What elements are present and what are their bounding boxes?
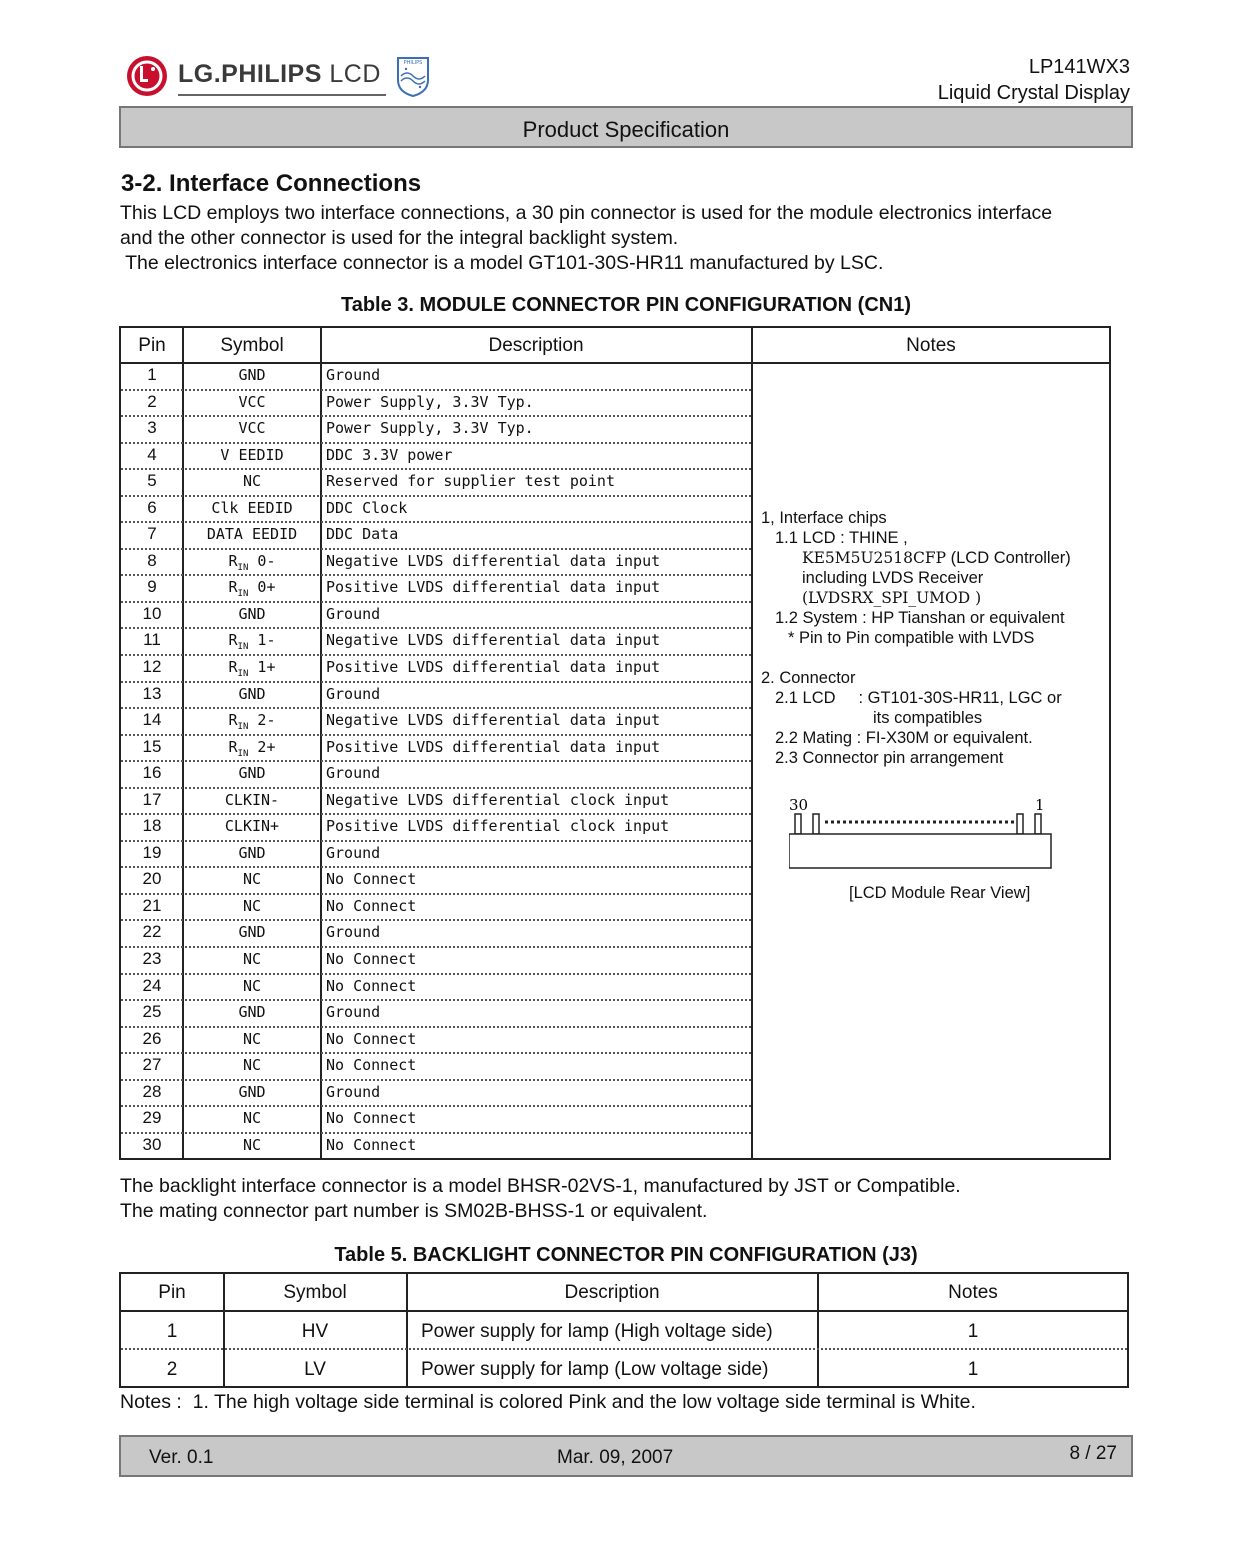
cell-pin: 3	[147, 418, 157, 438]
cell-description: Ground	[326, 366, 381, 384]
lg-face-icon	[126, 55, 168, 97]
cell-pin: 21	[142, 895, 162, 915]
cell-symbol: NC	[242, 976, 262, 995]
cell-symbol: NC	[242, 950, 262, 969]
product-type: Liquid Crystal Display	[937, 82, 1130, 104]
cell-symbol: GND	[238, 604, 266, 623]
table-row	[121, 523, 751, 550]
table-row	[121, 391, 751, 418]
cell-pin: 26	[142, 1028, 162, 1048]
pin-label-1: 1	[1035, 796, 1045, 814]
cell-symbol: GND	[238, 684, 266, 703]
cell-description: Negative LVDS differential data input	[326, 551, 661, 570]
note-compatibles: its compatibles	[873, 709, 983, 727]
cell-symbol: VCC	[238, 392, 266, 411]
cell-symbol: GND	[238, 843, 266, 862]
cell-description: Power Supply, 3.3V Typ.	[326, 419, 534, 438]
note-lvds-receiver: including LVDS Receiver	[802, 569, 984, 587]
table5-caption: Table 5. BACKLIGHT CONNECTOR PIN CONFIGURATION (J3)	[334, 1244, 918, 1266]
cell-pin: 12	[142, 657, 162, 677]
cell-symbol: $R_{IN}$ 1-	[228, 631, 276, 653]
note-lcd-controller: KE5M5U2518CFP (LCD Controller)	[802, 549, 1071, 567]
header-notes: Notes	[906, 335, 956, 356]
table-row	[121, 656, 751, 683]
intro-line-3: The electronics interface connector is a model GT101-30S-HR11 manufactured by LSC.	[120, 252, 884, 274]
header-band	[119, 106, 1133, 148]
cell-description: Positive LVDS differential data input	[326, 737, 661, 756]
table-row	[121, 1107, 751, 1134]
cell-pin: 16	[142, 763, 162, 783]
cell-pin: 2	[166, 1359, 178, 1380]
cell-description: No Connect	[326, 870, 417, 889]
table-row	[121, 842, 751, 869]
cell-description: No Connect	[326, 950, 417, 969]
section-heading: 3-2. Interface Connections	[121, 170, 422, 197]
intro-line-2: and the other connector is used for the integral backlight system.	[120, 227, 679, 249]
cell-description: No Connect	[326, 976, 417, 995]
cell-description: No Connect	[326, 1056, 417, 1075]
table-row	[121, 629, 751, 656]
backlight-connector-table	[119, 1272, 1129, 1388]
cell-symbol: LV	[304, 1359, 326, 1380]
connector-pin	[813, 814, 819, 834]
header-description: Description	[488, 335, 584, 356]
table3-caption: Table 3. MODULE CONNECTOR PIN CONFIGURATION (CN1)	[340, 294, 912, 316]
note-lvdsrx: (LVDSRX_SPI_UMOD )	[802, 589, 982, 607]
note-pin-arrangement: 2.3 Connector pin arrangement	[775, 749, 1004, 767]
cell-pin: 25	[142, 1002, 162, 1022]
cell-symbol: NC	[242, 896, 262, 915]
table-row	[121, 1312, 1127, 1350]
cell-symbol: $R_{IN}$ 1+	[228, 658, 276, 680]
cell-description: Ground	[326, 604, 381, 623]
table-row	[121, 815, 751, 842]
cell-symbol: NC	[242, 1029, 262, 1048]
cell-pin: 20	[142, 869, 162, 889]
cell-note: 1	[967, 1359, 979, 1380]
pin-rows	[121, 364, 751, 1160]
module-connector-table	[119, 326, 1111, 1160]
cell-pin: 18	[142, 816, 162, 836]
intro-line-1: This LCD employs two interface connections, a 30 pin connector is used for the module electronics interface	[120, 202, 1053, 224]
cell-description: No Connect	[326, 896, 417, 915]
note-interface-chips: 1, Interface chips	[761, 509, 887, 527]
table-row	[121, 709, 751, 736]
cell-description: No Connect	[326, 1135, 417, 1154]
column-divider	[751, 328, 753, 1158]
footer-version: Ver. 0.1	[149, 1447, 214, 1468]
footer-band	[119, 1435, 1133, 1477]
band-title: Product Specification	[522, 117, 730, 142]
cell-symbol: $R_{IN}$ 2+	[228, 737, 276, 759]
cell-pin: 17	[142, 789, 162, 809]
cell-symbol: NC	[242, 472, 262, 491]
cell-description: Power Supply, 3.3V Typ.	[326, 392, 534, 411]
note-connector: 2. Connector	[761, 669, 856, 687]
cell-note: 1	[967, 1321, 979, 1342]
table-row	[121, 1350, 1127, 1388]
cell-symbol: GND	[238, 366, 266, 384]
cell-symbol: NC	[242, 1109, 262, 1128]
cell-symbol: NC	[242, 870, 262, 889]
table-row	[121, 1001, 751, 1028]
cell-description: Ground	[326, 1003, 381, 1022]
table-row	[121, 470, 751, 497]
header-symbol: Symbol	[283, 1282, 347, 1303]
connector-body	[789, 834, 1051, 868]
cell-description: Power supply for lamp (Low voltage side)	[421, 1359, 769, 1380]
cell-description: Ground	[326, 843, 381, 862]
cell-pin: 10	[142, 603, 162, 623]
cell-description: Ground	[326, 764, 381, 783]
cell-description: No Connect	[326, 1109, 417, 1128]
header-pin: Pin	[158, 1282, 186, 1303]
cell-description: Ground	[326, 684, 381, 703]
table-row	[121, 1134, 751, 1161]
brand-underline	[178, 94, 386, 96]
note-system: 1.2 System : HP Tianshan or equivalent	[775, 609, 1065, 627]
note-lcd-connector: 2.1 LCD : GT101-30S-HR11, LGC or	[775, 689, 1062, 707]
table-row	[121, 921, 751, 948]
table-row	[121, 444, 751, 471]
header-description: Description	[564, 1282, 660, 1303]
shield-label: PHILIPS	[403, 60, 423, 66]
cell-pin: 13	[142, 683, 162, 703]
table-row	[121, 550, 751, 577]
cell-description: DDC Data	[326, 525, 399, 544]
note-pin-compatible: * Pin to Pin compatible with LVDS	[788, 629, 1035, 647]
cell-pin: 6	[147, 497, 157, 517]
philips-shield-icon	[396, 54, 430, 98]
header-pin: Pin	[138, 335, 166, 356]
cell-description: Positive LVDS differential data input	[326, 658, 661, 677]
table-row	[121, 789, 751, 816]
cell-description: No Connect	[326, 1029, 417, 1048]
cell-symbol: $R_{IN}$ 0+	[228, 578, 276, 600]
connector-diagram	[789, 796, 1054, 876]
cell-pin: 9	[147, 577, 157, 597]
cell-pin: 24	[142, 975, 162, 995]
cell-pin: 14	[142, 710, 162, 730]
table-row	[121, 417, 751, 444]
rear-view-label: [LCD Module Rear View]	[849, 884, 1031, 902]
header-symbol: Symbol	[220, 335, 284, 356]
table-row	[121, 603, 751, 630]
table-row	[121, 736, 751, 763]
table-row	[121, 975, 751, 1002]
cell-description: Negative LVDS differential data input	[326, 631, 661, 650]
footer-page-number: 8 / 27	[1069, 1443, 1117, 1464]
cell-pin: 4	[147, 444, 157, 464]
cell-symbol: GND	[238, 1082, 266, 1101]
company-logo	[126, 52, 436, 102]
cell-description: Negative LVDS differential data input	[326, 711, 661, 730]
table-row	[121, 683, 751, 710]
footer-date: Mar. 09, 2007	[557, 1447, 674, 1468]
model-number: LP141WX3	[1028, 56, 1130, 78]
table-row	[121, 895, 751, 922]
table-row	[121, 762, 751, 789]
cell-description: Negative LVDS differential clock input	[326, 790, 670, 809]
cell-description: Positive LVDS differential clock input	[326, 817, 670, 836]
cell-pin: 23	[142, 949, 162, 969]
table-row	[121, 364, 751, 391]
model-block	[938, 54, 1130, 106]
table-row	[121, 868, 751, 895]
cell-symbol: $R_{IN}$ 2-	[228, 711, 276, 733]
cell-pin: 8	[147, 550, 157, 570]
note-mating: 2.2 Mating : FI-X30M or equivalent.	[775, 729, 1033, 747]
connector-pin	[1035, 814, 1041, 834]
cell-description: Ground	[326, 1082, 381, 1101]
cell-description: Power supply for lamp (High voltage side)	[421, 1321, 773, 1342]
table5-footnote: Notes : 1. The high voltage side terminal is colored Pink and the low voltage side terminal is White.	[120, 1391, 976, 1413]
backlight-line-2: The mating connector part number is SM02B-BHSS-1 or equivalent.	[120, 1200, 708, 1222]
cell-description: DDC 3.3V power	[326, 445, 453, 464]
table-row	[121, 1028, 751, 1055]
cell-pin: 7	[147, 524, 157, 544]
cell-pin: 27	[142, 1055, 162, 1075]
cell-symbol: CLKIN+	[224, 817, 280, 836]
table-row	[121, 948, 751, 975]
cell-symbol: NC	[242, 1056, 262, 1075]
cell-pin: 2	[147, 391, 157, 411]
cell-symbol: GND	[238, 764, 266, 783]
cell-symbol: HV	[301, 1321, 329, 1342]
cell-symbol: DATA EEDID	[206, 525, 298, 544]
cell-symbol: V EEDID	[220, 445, 284, 464]
cell-description: Reserved for supplier test point	[326, 472, 615, 491]
cell-pin: 22	[142, 922, 162, 942]
table-row	[121, 1054, 751, 1081]
cell-symbol: Clk EEDID	[211, 498, 293, 517]
cell-pin: 15	[142, 736, 162, 756]
cell-pin: 1	[147, 365, 157, 384]
cell-symbol: $R_{IN}$ 0-	[228, 551, 276, 573]
cell-pin: 19	[142, 842, 162, 862]
cell-symbol: CLKIN-	[224, 790, 280, 809]
table-row	[121, 497, 751, 524]
cell-symbol: GND	[238, 923, 266, 942]
backlight-line-1: The backlight interface connector is a model BHSR-02VS-1, manufactured by JST or Compatible.	[120, 1175, 961, 1197]
table-row	[121, 1081, 751, 1108]
cell-symbol: NC	[242, 1135, 262, 1154]
cell-pin: 30	[142, 1134, 162, 1154]
connector-pin	[1017, 814, 1023, 834]
cell-symbol: GND	[238, 1003, 266, 1022]
header-notes: Notes	[948, 1282, 998, 1303]
table-row	[121, 576, 751, 603]
cell-pin: 29	[142, 1108, 162, 1128]
cell-symbol: VCC	[238, 419, 266, 438]
cell-pin: 1	[166, 1321, 178, 1342]
cell-pin: 11	[143, 630, 161, 650]
pin-label-30: 30	[789, 796, 809, 814]
brand-name: LG.PHILIPS LCD	[178, 60, 381, 88]
cell-description: DDC Clock	[326, 498, 408, 517]
cell-description: Ground	[326, 923, 381, 942]
cell-pin: 5	[147, 471, 157, 491]
cell-pin: 28	[142, 1081, 162, 1101]
connector-pin	[795, 814, 801, 834]
note-lcd-chip: 1.1 LCD : THINE ,	[775, 529, 908, 547]
cell-description: Positive LVDS differential data input	[326, 578, 661, 597]
